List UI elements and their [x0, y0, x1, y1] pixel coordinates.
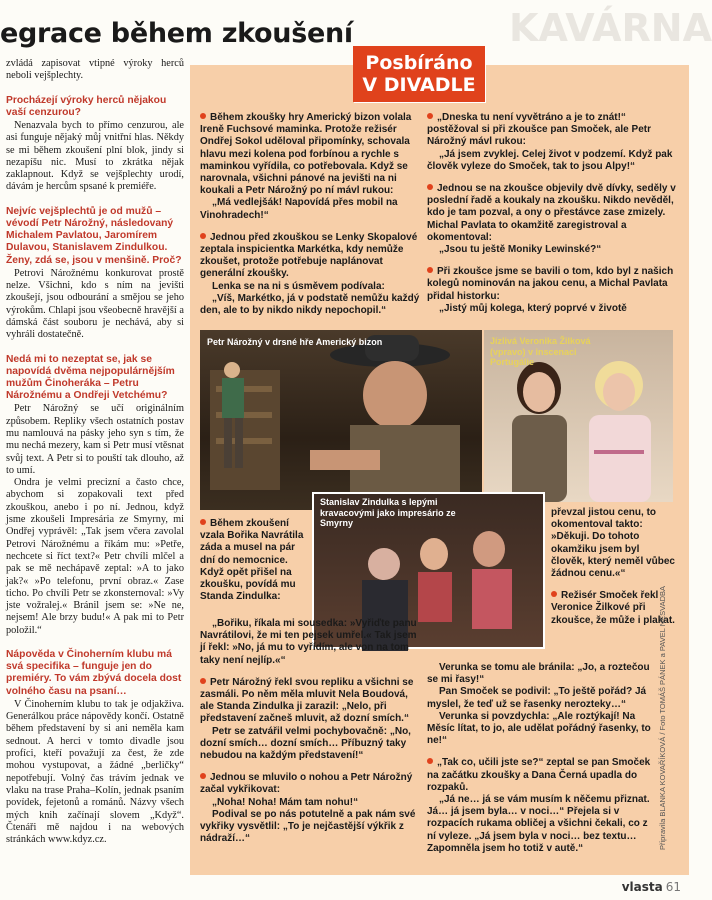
- anecdote-quote: „Víš, Markétko, já v podstatě nemůžu každý den, ale to by nikdo nikdy nepochopil.“: [200, 292, 420, 317]
- answer-3b: Ondra je velmi precizní a často chce, abychom si zopakovali text před zkouškou, anebo i po ní. Jednou, když jsme zkoušeli Impresária ze Smyrny, mi Ondřej vyprávěl: „Tak jsem včera zavolal Petrovi Nárožnému a říkám mu: »Petře, nechcete si říct text?« Petr chvíli mlčel a pak se mě nechápavě zeptal: »A to jako jak?« »Po telefonu, první obraz.« Zase ticho. Po chvíli Petr se zkonsternoval: »Vy jste vožralej.« Bránil jsem se: »Ne ne, nejsem! Ale brzy budu!« A pak mi to Petr položil.“: [6, 477, 184, 636]
- anecdote-text: Pan Smoček se podivil: „To ještě pořád? Já myslel, že teď už se řasenky nerozteky…“: [427, 686, 647, 710]
- anecdote-text: Během zkoušení vzala Bořika Navrátila záda a musel na pár dní do nemocnice. Když opět přišel na zkoušku, povídá mu Standa Zindulka:: [200, 518, 304, 603]
- anecdote-item: [200, 772, 422, 845]
- anecdote-text: Jednou se na zkoušce objevily dvě dívky, seděly v poslední řadě a koukaly na zkoušku. Nikdo nevěděl, kdo je tam pozval, a ony o přestávce zase zmizely. Michal Pavlata to okamžitě zaregistroval a okomentoval:: [427, 183, 676, 243]
- anecdote-item: [427, 183, 679, 256]
- bullet-icon: [427, 184, 433, 190]
- anecdote-item: [200, 618, 422, 667]
- anecdote-quote: „Jistý můj kolega, který poprvé v životě: [439, 302, 627, 314]
- anecdote-text: Při zkoušce jsme se bavili o tom, kdo byl z našich kolegů nominován na jakou cenu, a Michal Pavlata přidal historku:: [427, 266, 674, 302]
- box-column-2: [427, 112, 679, 325]
- question-3: Nedá mi to nezeptat se, jak se napovídá dvěma nejpopulárnějším mužům Činoherákа – Petru Nárožnému a Ondřeji Vetchému?: [6, 353, 175, 402]
- box-column-3a: [200, 518, 308, 613]
- bullet-icon: [427, 758, 433, 764]
- photo-caption: Petr Nárožný v drsné hře Americký bizon: [207, 337, 383, 347]
- interview-column: [6, 58, 184, 846]
- anecdote-item: [551, 507, 675, 580]
- anecdote-quote: „Já ne… já se vám musím k něčemu přiznat. Já… já jsem byla… v noci…“ Přejela si v rozpacích rukama obličej a všichni čekali, co z ní vyleze. „Já jsem byla v noci… bez textu… Zapomněla jsem ho totiž v autě.“: [427, 794, 650, 854]
- anecdote-item: [200, 677, 422, 762]
- anecdote-quote: „Bořiku, říkala mi sousedka: »Vyřiďte panu Navrátilovi, že mi ten pejsek umřel.« Tak jsem jí řekl: »No, já mu to vyřídím, ale von na tom taky není nejlíp.«“: [200, 618, 417, 666]
- anecdote-item: [551, 590, 675, 627]
- bullet-icon: [551, 591, 557, 597]
- anecdote-quote: „Noha! Noha! Mám tam nohu!“: [212, 796, 359, 808]
- box-column-4b: [427, 662, 659, 865]
- anecdote-text: Režisér Smoček řekl Veronice Žilkové při zkoušce, že může i plakat.: [551, 590, 675, 626]
- photo-americky-bizon: [200, 330, 482, 510]
- anecdote-text: Petr Nárožný řekl svou repliku a všichni se zasmáli. Po něm měla mluvit Nela Boudová, ale Standa Zindulka ji zarazil: „Nelo, při představení začneš mluvit, až dozní smích.“: [200, 676, 414, 725]
- badge-line-1: Posbíráno: [365, 52, 473, 74]
- intro-text: zvládá zapisovat vtipné výroky herců neboli vejšplechty.: [6, 58, 184, 82]
- anecdote-text: Lenka se na ni s úsměvem podívala:: [212, 280, 385, 292]
- anecdote-text: Verunka se tomu ale bránila: „Jo, a roztečou se mi řasy!“: [427, 662, 650, 686]
- bullet-icon: [200, 233, 206, 239]
- anecdote-item: [200, 232, 422, 317]
- anecdote-text: Jednou se mluvilo o nohou a Petr Nárožný začal vykřikovat:: [200, 772, 413, 796]
- question-4: Nápověda v Činoherním klubu má svá specifika – funguje jen do premiéry. To vám zbývá docela dost volného času na psaní…: [6, 649, 182, 697]
- section-kicker: KAVÁRNA: [509, 6, 712, 50]
- anecdote-item: [427, 662, 659, 747]
- anecdote-text: Petr se zatvářil velmi pochybovačně: „No, dozní smích… dozní smích… Příbuzný taky nebudou na každým představení!“: [200, 725, 411, 762]
- page-folio: [622, 880, 681, 894]
- anecdote-item: [427, 112, 679, 173]
- photo-credit: Připravila BLANKA KOVAŘÍKOVÁ / Foto TOMÁŠ PÁNEK a PAVEL NESVADBA: [658, 586, 667, 850]
- anecdote-text: Podival se po nás potutelně a pak nám své vykřiky vysvětlil: „To je nejčastější výkřik z nádraží…“: [200, 808, 416, 845]
- page-title: egrace během zkoušení: [0, 18, 353, 49]
- bullet-icon: [427, 267, 433, 273]
- bullet-icon: [200, 113, 206, 119]
- anecdote-item: [427, 266, 679, 315]
- anecdote-text: „Tak co, učili jste se?“ zeptal se pan Smoček na začátku zkoušky a Dana Černá upadla do rozpaků.: [427, 757, 651, 793]
- anecdote-text: Během zkoušky hry Americký bizon volala Ireně Fuchsové maminka. Protože režisér Ondřej Sokol uděloval připomínky, schovala hlavu mezi kolena pod forbínou a rychle s maminkou vyřídila, co potřebovala. Když se narovnala, všichni pánové na jevišti na ni koukali a Petr Nárožný po ní mávl rukou:: [200, 112, 412, 197]
- anecdote-text: Verunka si povzdychla: „Ale roztýkají! Na Měsíc lítat, to jo, ale udělat pořádný řasenky, to ne!“: [427, 710, 651, 747]
- photo-caption: Stanislav Zindulka s lepými kravaсovými jako impresário ze Smyrny: [320, 497, 456, 528]
- anecdote-item: [427, 757, 659, 855]
- anecdote-quote: převzal jistou cenu, to okomentoval takto: »Děkuji. Do tohoto okamžiku jsem byl člověk, který neměl vůbec žádnou cenu.«“: [551, 507, 675, 580]
- bullet-icon: [200, 773, 206, 779]
- answer-2: Petrovi Nárožnému konkurovat prostě nelze. Všichni, kdo s ním na jevišti zkoušejí, jsou odbourání a smějou se jeho výrokům. Chlapi jsou všeobecně hravější a dámská část souboru je nechává, aby si vyhráli dostatečně.: [6, 267, 184, 341]
- anecdote-quote: „Jsou tu ještě Moniky Lewinské?“: [439, 244, 602, 256]
- box-column-3b: [200, 618, 422, 855]
- bullet-icon: [200, 519, 206, 525]
- anecdote-quote: „Já jsem zvyklej. Celej život v podzemí. Když pak člověk vyleze do Smoček, tak to jsou Alpy!“: [427, 148, 673, 172]
- answer-4: V Činoherním klubu to tak je odjakživa. Generálkou práce nápovědy končí. Ostatně během představení by si ani neměla kam sednout. A herci v tomto divadle jsou profíci, kteří považují za čest, že zde mohou vystupovat, a žádné „berličky“ nepotřebují. Volný čas trávím jednak ve vlaku na trase Praha–Kolín, jednak psaním povídek, fejetonů a románů. Názvy všech mých knih začínají slovem „Když“. Čtenáři mě najdou i na webových stránkách www.kdyz.cz.: [6, 698, 184, 846]
- question-2: Nejvíc vejšplechtů je od mužů – vévodí Petr Nárožný, následovaný Michalem Pavlatou, Jaromírem Dulavou, Stanislavem Zindulkou. Ženy, zdá se, jsou v menšině. Proč?: [6, 205, 182, 266]
- anecdote-item: [200, 518, 308, 603]
- answer-3: Petr Nárožný se učí originálním způsobem. Repliky všech ostatních postav mu namlouvá na pásky jeho syn s tím, že mu nechá mezery, kam si Petr musí vtěsnat svůj text. A Petr si to pouští tak dlouho, až to umí.: [6, 403, 184, 476]
- anecdote-text: Jednou před zkouškou se Lenky Skopalové zeptala inspicientka Markétka, kdy nemůže zkoušet, protože potřebuje naplánovat generální zkoušky.: [200, 231, 418, 280]
- bullet-icon: [427, 113, 433, 119]
- answer-1: Nenazvala bych to přímo cenzurou, ale asi funguje nějaký můj vnitřní hlas. Někdy se mi během zkoušení plní blok, jindy si nezapíšu nic. Musí to zkrátka nějak zaklapnout. Když se vejšplechty urodí, dávám je hercům spsané k premiéře.: [6, 120, 184, 193]
- box-column-1: [200, 112, 422, 327]
- magazine-name: vlasta: [621, 880, 663, 894]
- page-number: 61: [665, 880, 681, 894]
- box-column-4a: [551, 507, 675, 637]
- anecdote-quote: „Má vedlejšák! Napovídá přes mobil na Vinohradech!“: [200, 197, 398, 221]
- badge-line-2: V DIVADLE: [362, 74, 476, 96]
- box-badge: [353, 46, 485, 102]
- question-1: Procházejí výroky herců nějakou vaší cenzurou?: [6, 94, 167, 118]
- photo-illustration: [200, 330, 482, 510]
- anecdote-text: „Dneska tu není vyvětráno a je to znát!“ postěžoval si při zkoušce pan Smoček, ale Petr Nárožný mávl rukou:: [427, 112, 651, 148]
- anecdote-item: [200, 112, 422, 222]
- photo-caption: Jízlivá Veronika Žilková (vpravo) v inscenaci Portugálie: [490, 336, 591, 367]
- bullet-icon: [200, 678, 206, 684]
